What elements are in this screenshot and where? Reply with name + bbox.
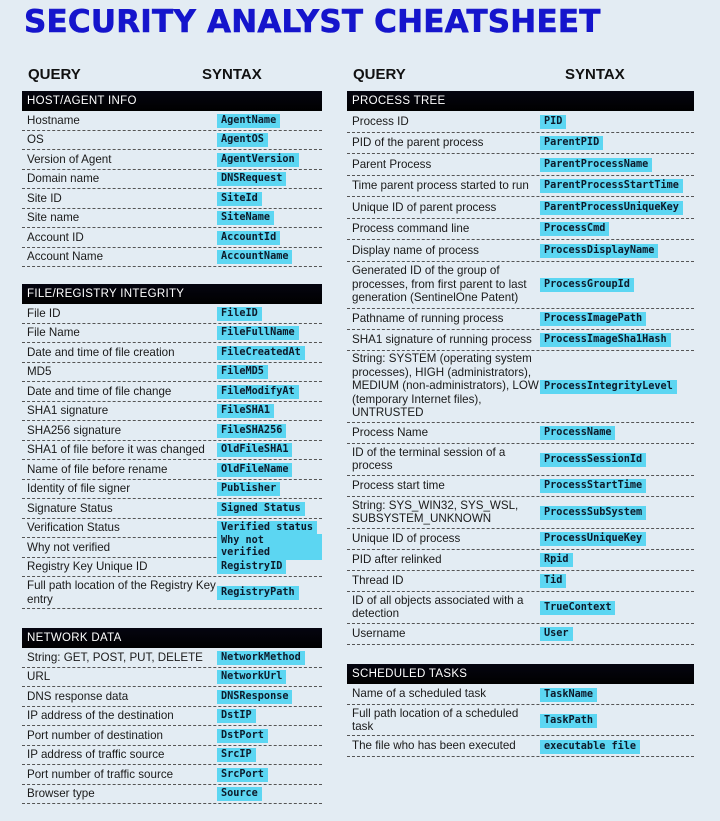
query-description: Full path location of a scheduled task <box>352 706 519 733</box>
table-row <box>22 131 322 151</box>
query-description: SHA256 signature <box>27 423 122 437</box>
syntax-field-chip: TaskPath <box>540 714 597 728</box>
query-description: SHA1 signature of running process <box>352 332 532 346</box>
table-row <box>22 726 322 746</box>
query-description: Account ID <box>27 230 84 244</box>
table-row <box>22 189 322 209</box>
query-description: Why not verified <box>27 540 111 554</box>
query-description: String: SYS_WIN32, SYS_WSL, SUBSYSTEM_UNKNOWN <box>352 498 519 525</box>
syntax-field-chip: FileCreatedAt <box>217 346 305 360</box>
table-row <box>347 330 694 351</box>
syntax-field-chip: Rpid <box>540 553 573 567</box>
section-network-data <box>22 628 322 804</box>
table-row <box>22 324 322 344</box>
syntax-field-chip: Verified status <box>217 521 317 535</box>
query-description: Process ID <box>352 114 409 128</box>
query-description: SHA1 of file before it was changed <box>27 443 205 456</box>
table-row <box>22 382 322 402</box>
query-description: Verification Status <box>27 521 120 534</box>
query-description: Hostname <box>27 113 80 127</box>
syntax-field-chip: ProcessName <box>540 426 615 440</box>
syntax-field-chip: FileModifyAt <box>217 385 299 399</box>
syntax-field-chip: DstIP <box>217 709 256 723</box>
table-row <box>347 571 694 592</box>
table-row <box>22 248 322 268</box>
column-headers <box>22 62 322 88</box>
query-description: DNS response data <box>27 689 129 703</box>
section-header: NETWORK DATA <box>22 628 322 648</box>
syntax-field-chip: PID <box>540 115 566 129</box>
table-row <box>347 351 694 423</box>
query-description: Site name <box>27 211 80 224</box>
table-row <box>347 705 694 736</box>
left-column <box>22 62 322 804</box>
query-description: SHA1 signature <box>27 404 109 417</box>
syntax-field-chip: ParentProcessUniqueKey <box>540 201 683 215</box>
query-description: File ID <box>27 306 61 320</box>
query-description: Thread ID <box>352 573 404 587</box>
query-description: Registry Key Unique ID <box>27 560 148 573</box>
query-description: Port number of traffic source <box>27 767 174 781</box>
syntax-field-chip: RegistryPath <box>217 586 299 600</box>
syntax-field-chip: ProcessSessionId <box>540 453 646 467</box>
syntax-field-chip: DNSRequest <box>217 172 286 186</box>
syntax-field-chip: TrueContext <box>540 601 615 615</box>
table-row <box>347 529 694 550</box>
table-row <box>22 402 322 422</box>
table-row <box>22 480 322 500</box>
table-row <box>347 309 694 330</box>
table-row <box>347 444 694 476</box>
table-row <box>22 668 322 688</box>
syntax-column-header: SYNTAX <box>565 66 625 83</box>
query-description: URL <box>27 670 51 683</box>
query-description: Unique ID of process <box>352 531 461 545</box>
syntax-field-chip: OldFileSHA1 <box>217 443 292 457</box>
syntax-field-chip: AccountId <box>217 231 280 245</box>
syntax-field-chip: ProcessDisplayName <box>540 244 658 258</box>
syntax-field-chip: SiteName <box>217 211 274 225</box>
query-description: Time parent process started to run <box>352 179 529 192</box>
syntax-field-chip: AgentVersion <box>217 153 299 167</box>
table-row <box>347 423 694 444</box>
table-row <box>22 111 322 131</box>
query-description: Full path location of the Registry Key entry <box>27 579 216 606</box>
query-description: Signature Status <box>27 501 113 515</box>
table-row <box>22 363 322 383</box>
table-row <box>22 648 322 668</box>
table-row <box>347 624 694 646</box>
table-row <box>22 785 322 805</box>
table-row <box>22 460 322 480</box>
syntax-field-chip: TaskName <box>540 688 597 702</box>
table-row <box>22 343 322 363</box>
syntax-field-chip: ProcessIntegrityLevel <box>540 380 677 394</box>
syntax-field-chip: ProcessImagePath <box>540 312 646 326</box>
syntax-field-chip: FileFullName <box>217 326 299 340</box>
table-row <box>347 133 694 155</box>
query-description: ID of all objects associated with a detection <box>352 593 524 620</box>
query-description: Process Name <box>352 425 429 439</box>
syntax-field-chip: ProcessCmd <box>540 222 609 236</box>
query-description: Date and time of file creation <box>27 345 175 359</box>
query-description: Username <box>352 627 406 640</box>
table-row <box>22 577 322 609</box>
query-description: ID of the terminal session of a process <box>352 445 506 472</box>
table-row <box>347 240 694 262</box>
table-row <box>347 111 694 133</box>
query-description: PID of the parent process <box>352 136 484 149</box>
syntax-field-chip: ProcessSubSystem <box>540 506 646 520</box>
query-description: Generated ID of the group of processes, from first parent to last generation (SentinelOne Patent) <box>352 264 527 305</box>
query-description: Name of a scheduled task <box>352 687 487 701</box>
syntax-field-chip: FileSHA1 <box>217 404 274 418</box>
query-description: Site ID <box>27 191 62 205</box>
syntax-field-chip: Signed Status <box>217 502 305 516</box>
syntax-field-chip: User <box>540 627 573 641</box>
query-description: Port number of destination <box>27 728 163 742</box>
syntax-field-chip: OldFileName <box>217 463 292 477</box>
syntax-field-chip: ParentPID <box>540 136 603 150</box>
table-row <box>22 150 322 170</box>
table-row <box>22 421 322 441</box>
query-description: Display name of process <box>352 243 479 257</box>
syntax-field-chip: AccountName <box>217 250 292 264</box>
query-description: Parent Process <box>352 157 432 171</box>
table-row <box>347 476 694 497</box>
query-description: Version of Agent <box>27 152 112 166</box>
query-description: Account Name <box>27 250 104 263</box>
table-row <box>347 497 694 529</box>
table-row <box>347 176 694 198</box>
table-row <box>22 499 322 519</box>
table-row <box>22 535 322 559</box>
table-row <box>22 228 322 248</box>
query-column-header: QUERY <box>28 66 81 83</box>
syntax-field-chip: Publisher <box>217 482 280 496</box>
section-host-agent-info <box>22 91 322 267</box>
query-description: IP address of the destination <box>27 709 174 722</box>
query-description: Domain name <box>27 172 100 185</box>
table-row <box>347 262 694 309</box>
table-row <box>347 197 694 219</box>
section-file-registry-integrity <box>22 284 322 609</box>
syntax-field-chip: SrcIP <box>217 748 256 762</box>
table-row <box>22 687 322 707</box>
syntax-field-chip: SrcPort <box>217 768 268 782</box>
syntax-field-chip: Tid <box>540 574 566 588</box>
query-column-header: QUERY <box>353 66 406 83</box>
column-headers <box>347 62 694 88</box>
table-row <box>22 170 322 190</box>
table-row <box>347 550 694 571</box>
query-description: Date and time of file change <box>27 384 172 398</box>
query-description: MD5 <box>27 365 52 378</box>
syntax-field-chip: DstPort <box>217 729 268 743</box>
query-description: Process start time <box>352 478 445 492</box>
syntax-field-chip: AgentName <box>217 114 280 128</box>
syntax-field-chip: ProcessImageSha1Hash <box>540 333 671 347</box>
syntax-field-chip: ParentProcessStartTime <box>540 179 683 193</box>
query-description: Identity of file signer <box>27 482 131 495</box>
query-description: Pathname of running process <box>352 311 504 325</box>
query-description: Unique ID of parent process <box>352 200 497 214</box>
syntax-field-chip: FileSHA256 <box>217 424 286 438</box>
query-description: File Name <box>27 326 80 339</box>
syntax-field-chip: RegistryID <box>217 560 286 574</box>
syntax-field-chip: ProcessUniqueKey <box>540 532 646 546</box>
syntax-field-chip: FileID <box>217 307 262 321</box>
query-description: OS <box>27 133 44 146</box>
query-description: String: SYSTEM (operating system processes), HIGH (administrators), MEDIUM (non-administrators), LOW (temporary Internet files), UNTRUSTED <box>352 352 539 420</box>
syntax-field-chip: ProcessGroupId <box>540 278 634 292</box>
table-row <box>347 154 694 176</box>
syntax-column-header: SYNTAX <box>202 66 262 83</box>
right-column <box>347 62 694 757</box>
syntax-field-chip: ProcessStartTime <box>540 479 646 493</box>
table-row <box>22 746 322 766</box>
query-description: Browser type <box>27 787 95 800</box>
syntax-field-chip: DNSResponse <box>217 690 292 704</box>
syntax-field-chip: NetworkUrl <box>217 670 286 684</box>
query-description: The file who has been executed <box>352 739 516 753</box>
syntax-field-chip: AgentOS <box>217 133 268 147</box>
syntax-field-chip: Source <box>217 787 262 801</box>
syntax-field-chip: executable file <box>540 740 640 754</box>
table-row <box>347 736 694 757</box>
syntax-field-chip: ParentProcessName <box>540 158 652 172</box>
table-row <box>22 304 322 324</box>
syntax-field-chip: FileMD5 <box>217 365 268 379</box>
section-header: HOST/AGENT INFO <box>22 91 322 111</box>
table-row <box>347 219 694 241</box>
section-header: SCHEDULED TASKS <box>347 664 694 684</box>
table-row <box>22 209 322 229</box>
table-row <box>22 707 322 727</box>
query-description: IP address of traffic source <box>27 748 165 761</box>
syntax-field-chip: NetworkMethod <box>217 651 305 665</box>
query-description: String: GET, POST, PUT, DELETE <box>27 650 203 664</box>
table-row <box>347 592 694 624</box>
table-row <box>22 558 322 578</box>
section-header: PROCESS TREE <box>347 91 694 111</box>
syntax-field-chip: Why not verified <box>217 534 322 560</box>
table-row <box>22 441 322 461</box>
query-description: Process command line <box>352 222 470 235</box>
query-description: Name of file before rename <box>27 462 168 476</box>
query-description: PID after relinked <box>352 552 442 566</box>
syntax-field-chip: SiteId <box>217 192 262 206</box>
table-row <box>347 684 694 705</box>
section-process-tree <box>347 91 694 645</box>
section-header: FILE/REGISTRY INTEGRITY <box>22 284 322 304</box>
table-row <box>22 765 322 785</box>
section-scheduled-tasks <box>347 664 694 757</box>
page-title: SECURITY ANALYST CHEATSHEET <box>24 4 601 40</box>
